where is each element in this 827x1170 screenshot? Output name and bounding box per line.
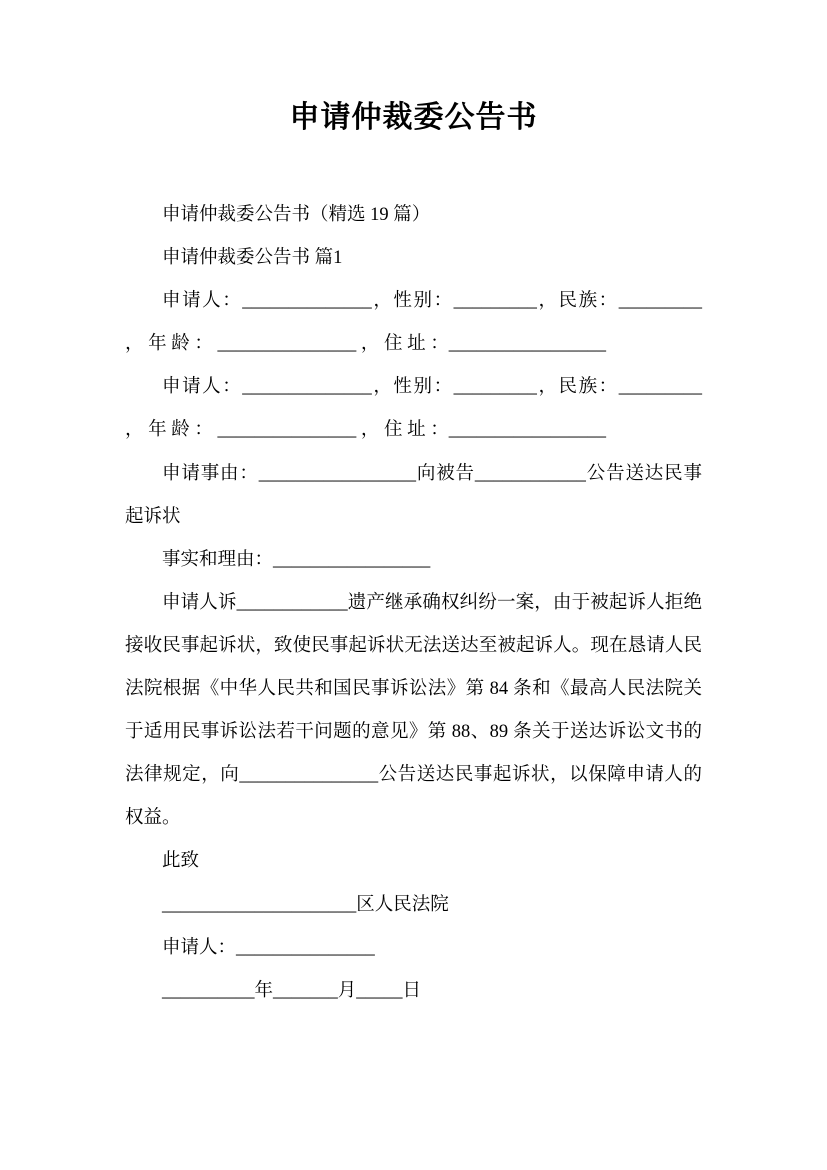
paragraph-facts-and-reasons: 事实和理由：_________________ <box>162 549 431 570</box>
paragraph-application-reason: 申请事由：_________________向被告____________公告送达民事起诉状 <box>125 463 702 527</box>
paragraph-applicant-1: 申请人：______________，性别：_________，民族：_________ ， 年 龄 ： _______________ ， 住 址 ：_________________ <box>125 291 702 355</box>
document-title: 申请仲裁委公告书 <box>289 101 538 134</box>
paragraph-court-line: _____________________区人民法院 <box>162 894 449 915</box>
paragraph-applicant-2: 申请人：______________，性别：_________，民族：_________ ， 年 龄 ： _______________ ， 住 址 ：_________________ <box>125 377 702 441</box>
paragraph-section-heading: 申请仲裁委公告书 篇1 <box>162 248 343 269</box>
paragraph-intro: 申请仲裁委公告书（精选 19 篇） <box>162 205 431 225</box>
paragraph-body-text: 申请人诉____________遗产继承确权纠纷一案，由于被起诉人拒绝接收民事起诉状，致使民事起诉状无法送达至被起诉人。现在恳请人民法院根据《中华人民共和国民事诉讼法》第 84 条和《最高人民法院关于适用民事诉讼法若干问题的意见》第 88、89 条关于送达诉讼文书的法律规定，向_______________公告送达民事起诉状，以保障申请人的权益。 <box>125 592 702 829</box>
paragraph-date-line: __________年_______月_____日 <box>162 980 422 1001</box>
paragraph-closing: 此致 <box>162 851 200 872</box>
paragraph-signature-line: 申请人：_______________ <box>162 937 375 958</box>
